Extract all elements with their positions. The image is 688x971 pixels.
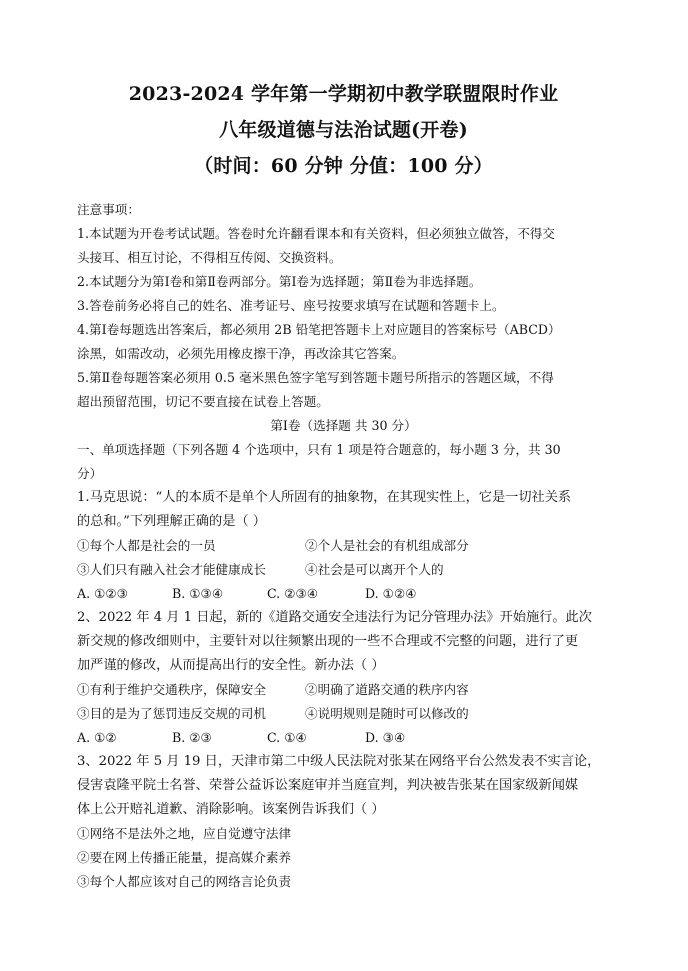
choice-d: D. ③④ <box>365 730 406 745</box>
question-1 <box>77 486 610 606</box>
choice-b: B. ②③ <box>172 730 212 745</box>
question-stem: 2、2022 年 4 月 1 日起，新的《道路交通安全违法行为记分管理办法》开始施行。此次 <box>77 610 592 625</box>
notice-block <box>77 198 610 414</box>
choice-d: D. ①②④ <box>365 586 417 601</box>
exam-time-score: （时间：60 分钟 分值：100 分） <box>194 155 493 177</box>
statement: ②要在网上传播正能量，提高媒介素养 <box>77 850 292 865</box>
choice-c: C. ②③④ <box>267 586 319 601</box>
statement: ①网络不是法外之地，应自觉遵守法律 <box>77 826 292 841</box>
question-stem: 1.马克思说：“人的本质不是单个人所固有的抽象物，在其现实性上，它是一切社关系 <box>77 490 572 505</box>
statement: ①有利于维护交通秩序，保障安全 <box>77 682 266 697</box>
notice-line: 1.本试题为开卷考试试题。答卷时允许翻看课本和有关资料，但必须独立做答，不得交 <box>77 226 555 241</box>
choice-b: B. ①③④ <box>172 586 224 601</box>
choice-row <box>77 582 610 606</box>
statement-row <box>77 702 610 726</box>
section-instruction: 分） <box>77 466 103 481</box>
question-stem: 加严谨的修改，从而提高出行的安全性。新办法（ ） <box>77 658 385 673</box>
exam-title: 2023-2024 学年第一学期初中教学联盟限时作业 <box>128 83 559 105</box>
statement: ④社会是可以离开个人的 <box>305 562 444 577</box>
statement: ②明确了道路交通的秩序内容 <box>305 682 469 697</box>
question-3 <box>77 750 610 894</box>
choice-a: A. ①②③ <box>77 586 128 601</box>
notice-line: 超出预留范围，切记不要直接在试卷上答题。 <box>77 394 329 409</box>
notice-line: 头接耳、相互讨论，不得相互传阅、交换资料。 <box>77 250 342 265</box>
notice-line: 4.第Ⅰ卷每题选出答案后，都必须用 2B 铅笔把答题卡上对应题目的答案标号（ABCD） <box>77 322 561 337</box>
notice-line: 2.本试题分为第Ⅰ卷和第Ⅱ卷两部分。第Ⅰ卷为选择题；第Ⅱ卷为非选择题。 <box>77 274 482 289</box>
question-stem: 侵害袁隆平院士名誉、荣誉公益诉讼案庭审并当庭宣判，判决被告张某在国家级新闻媒 <box>77 778 579 793</box>
question-stem: 的总和。”下列理解正确的是（ ） <box>77 514 266 529</box>
statement: ③每个人都应该对自己的网络言论负责 <box>77 874 292 889</box>
choice-c: C. ①④ <box>267 730 307 745</box>
exam-subtitle: 八年级道德与法治试题(开卷) <box>219 119 468 141</box>
choice-a: A. ①② <box>77 730 117 745</box>
question-stem: 3、2022 年 5 月 19 日，天津市第二中级人民法院对张某在网络平台公然发表不实言论， <box>77 754 601 769</box>
statement-row <box>77 678 610 702</box>
statement-row <box>77 558 610 582</box>
section-instruction: 一、单项选择题（下列各题 4 个选项中，只有 1 项是符合题意的，每小题 3 分，共 30 <box>77 442 561 457</box>
notice-heading: 注意事项： <box>77 202 140 217</box>
section-title: 第Ⅰ卷（选择题 共 30 分） <box>270 418 417 433</box>
statement-row <box>77 534 610 558</box>
choice-row <box>77 726 610 750</box>
statement: ①每个人都是社会的一员 <box>77 538 216 553</box>
notice-line: 5.第Ⅱ卷每题答案必须用 0.5 毫米黑色签字笔写到答题卡题号所指示的答题区域，不得 <box>77 370 554 385</box>
statement: ③目的是为了惩罚违反交规的司机 <box>77 706 266 721</box>
statement: ④说明规则是随时可以修改的 <box>305 706 469 721</box>
notice-line: 涂黑，如需改动，必须先用橡皮擦干净，再改涂其它答案。 <box>77 346 405 361</box>
notice-line: 3.答卷前务必将自己的姓名、准考证号、座号按要求填写在试题和答题卡上。 <box>77 298 505 313</box>
question-stem: 体上公开赔礼道歉、消除影响。该案例告诉我们（ ） <box>77 802 385 817</box>
statement: ②个人是社会的有机组成部分 <box>305 538 469 553</box>
question-stem: 新交规的修改细则中，主要针对以往频繁出现的一些不合理或不完整的问题，进行了更 <box>77 634 579 649</box>
statement: ③人们只有融入社会才能健康成长 <box>77 562 266 577</box>
question-2 <box>77 606 610 750</box>
